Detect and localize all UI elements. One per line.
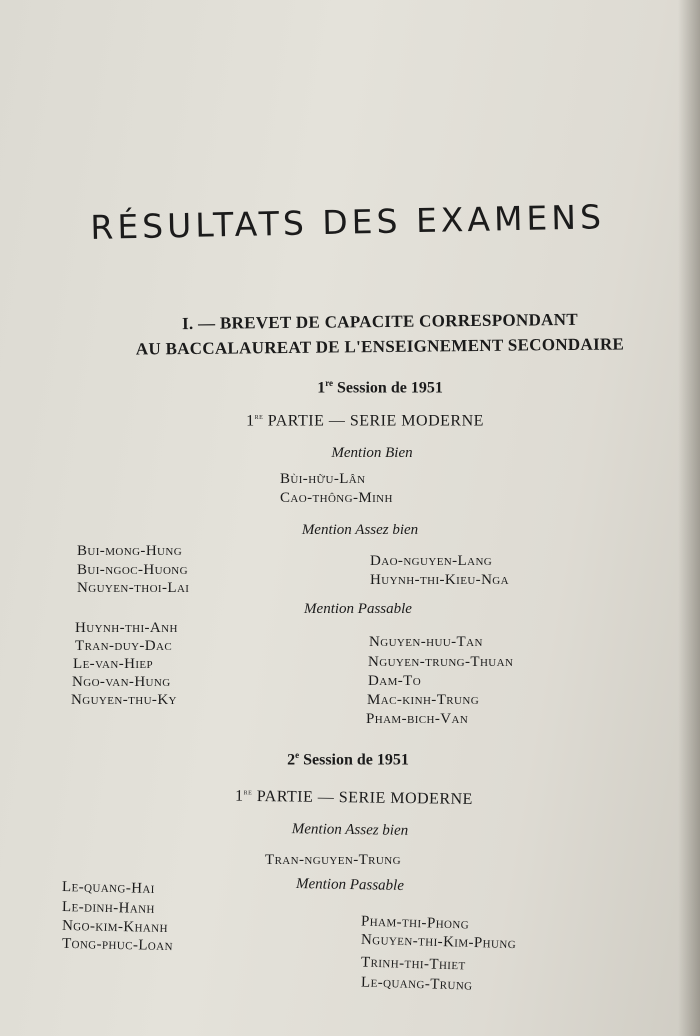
list-item: Nguyen-thi-Kim-Phung <box>360 931 517 953</box>
list-item: Tran-nguyen-Trung <box>265 852 401 868</box>
session-1-partie <box>15 411 700 430</box>
list-item: Pham-thi-Phong <box>360 913 470 933</box>
mention-assez-bien-heading: Mention Assez bien <box>291 821 409 839</box>
partie-label: PARTIE — SERIE MODERNE <box>263 412 484 430</box>
session-1-label: Session de 1951 <box>333 379 443 397</box>
section-heading-line-2: AU BACCALAUREAT DE L'ENSEIGNEMENT SECONDAIRE <box>135 334 625 359</box>
list-item: Le-van-Hiep <box>73 656 154 672</box>
list-item: Ngo-van-Hung <box>72 674 171 690</box>
list-item: Huynh-thi-Anh <box>75 620 178 636</box>
page-spine-shadow <box>678 0 700 1036</box>
session-1-heading <box>30 378 700 397</box>
mention-bien-heading: Mention Bien <box>331 445 413 461</box>
page-title: RÉSULTATS DES EXAMENS <box>90 197 606 247</box>
session-1-sup: re <box>325 378 334 388</box>
partie-number: 1 <box>246 412 255 430</box>
list-item: Huynh-thi-Kieu-Nga <box>370 572 509 588</box>
list-item: Nguyen-huu-Tan <box>369 634 483 650</box>
list-item: Bùi-hữu-Lân <box>280 471 366 487</box>
section-heading-line-1: I. — BREVET DE CAPACITE CORRESPONDANT <box>181 309 579 334</box>
list-item: Bui-mong-Hung <box>77 543 183 559</box>
session-2-partie <box>4 783 700 812</box>
mention-passable-heading: Mention Passable <box>304 601 412 617</box>
session-2-sup: e <box>295 750 300 760</box>
list-item: Dam-To <box>368 673 422 689</box>
list-item: Ngo-kim-Khanh <box>61 917 169 937</box>
mention-passable-heading: Mention Passable <box>295 876 405 894</box>
list-item: Le-quang-Trung <box>360 974 473 994</box>
session-2-heading <box>0 750 698 769</box>
list-item: Le-quang-Hai <box>61 879 156 897</box>
session-1-number: 1 <box>317 379 326 397</box>
list-item: Bui-ngoc-Huong <box>77 562 188 578</box>
list-item: Dao-nguyen-Lang <box>370 553 493 569</box>
partie-sup: re <box>254 411 264 421</box>
list-item: Mac-kinh-Trung <box>367 692 480 708</box>
partie-number: 1 <box>234 787 244 805</box>
list-item: Pham-bich-Van <box>366 711 469 727</box>
list-item: Nguyen-trung-Thuan <box>368 654 514 670</box>
list-item: Tran-duy-Dac <box>75 638 173 654</box>
session-2-label: Session de 1951 <box>299 751 409 769</box>
partie-sup: re <box>243 786 253 797</box>
mention-assez-bien-heading: Mention Assez bien <box>301 522 419 538</box>
list-item: Tong-phuc-Loan <box>61 935 174 955</box>
list-item: Cao-thông-Minh <box>280 490 393 506</box>
session-2-number: 2 <box>287 751 296 769</box>
list-item: Trinh-thi-Thiet <box>360 954 466 974</box>
partie-label: PARTIE — SERIE MODERNE <box>252 787 473 808</box>
list-item: Nguyen-thu-Ky <box>71 692 177 708</box>
list-item: Le-dinh-Hanh <box>61 899 156 917</box>
list-item: Nguyen-thoi-Lai <box>77 580 190 596</box>
